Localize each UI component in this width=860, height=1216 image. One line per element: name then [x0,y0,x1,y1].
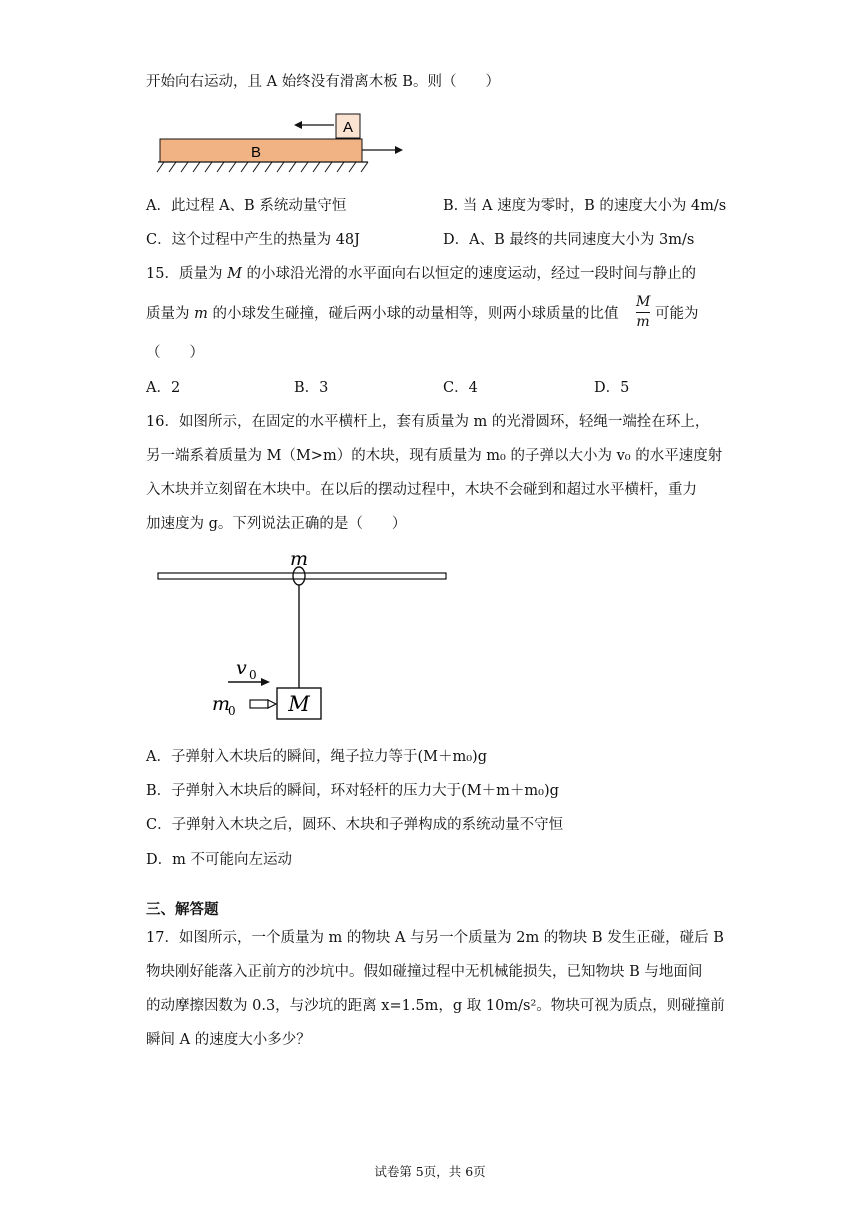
q16-option-d: D．m 不可能向左运动 [146,852,292,868]
q15-option-b: B．3 [294,380,329,396]
label-v0-sub: 0 [249,668,257,682]
q14-option-b: B. 当 A 速度为零时，B 的速度大小为 4m/s [443,198,727,214]
q16-line4: 加速度为 g。下列说法正确的是（ ） [146,516,407,532]
q15-line2-end: 可能为 [655,306,699,322]
q16-option-c: C．子弹射入木块之后，圆环、木块和子弹构成的系统动量不守恒 [146,817,564,833]
q16-figure [150,545,460,725]
q15-option-d: D．5 [594,380,630,396]
q14-option-c: C．这个过程中产生的热量为 48J [146,232,360,248]
q17-line2: 物块刚好能落入正前方的沙坑中。假如碰撞过程中无机械能损失，已知物块 B 与地面间 [146,964,703,980]
arrow-right-icon [362,146,403,154]
q17-line1: 17．如图所示，一个质量为 m 的物块 A 与另一个质量为 2m 的物块 B 发生正碰，碰后 B [146,930,724,946]
q15-line3: （ ） [146,345,204,361]
q15-option-a: A．2 [146,380,181,396]
q15-fraction-denominator: m [636,314,650,330]
label-m0: m [212,693,231,715]
q17-line3: 的动摩擦因数为 0.3，与沙坑的距离 x=1.5m，g 取 10m/s²。物块可视为质点，则碰撞前 [146,998,725,1014]
q14-option-a: A．此过程 A、B 系统动量守恒 [146,198,347,214]
q15-option-c: C．4 [443,380,478,396]
q15-fraction-numerator: M [636,294,651,310]
label-b: B [250,144,262,161]
horizontal-rod [158,573,446,579]
page-footer: 试卷第 5页，共 6页 [374,1164,486,1179]
label-v0: v [236,657,247,679]
bullet-icon [250,700,276,708]
q14-option-d: D．A、B 最终的共同速度大小为 3m/s [443,232,695,248]
label-block-m: M [288,692,310,716]
q16-option-b: B．子弹射入木块后的瞬间，环对轻杆的压力大于(M＋m＋m₀)g [146,783,559,799]
q16-line2: 另一端系着质量为 M（M>m）的木块，现有质量为 m₀ 的子弹以大小为 v₀ 的水平速度射 [146,448,723,464]
q16-line3: 入木块并立刻留在木块中。在以后的摆动过程中，木块不会碰到和超过水平横杆，重力 [146,482,697,498]
label-m: m [289,548,309,570]
q14-intro: 开始向右运动，且 A 始终没有滑离木板 B。则（ ） [146,74,500,90]
q17-line4: 瞬间 A 的速度大小多少？ [146,1032,311,1048]
q14-figure [150,108,410,178]
label-m0-sub: 0 [228,704,236,718]
q16-line1: 16．如图所示，在固定的水平横杆上，套有质量为 m 的光滑圆环，轻绳一端拴在环上， [146,414,710,430]
q16-option-a: A．子弹射入木块后的瞬间，绳子拉力等于(M＋m₀)g [146,749,487,765]
q15-line1: 15．质量为 M 的小球沿光滑的水平面向右以恒定的速度运动，经过一段时间与静止的 [146,266,697,282]
q15-fraction-bar [636,312,650,313]
q15-line2: 质量为 m 的小球发生碰撞，碰后两小球的动量相等，则两小球质量的比值 [146,306,619,322]
label-a: A [342,119,354,136]
section-heading: 三、解答题 [146,901,219,918]
arrow-left-icon [294,121,334,129]
ground-hatch [157,162,368,172]
